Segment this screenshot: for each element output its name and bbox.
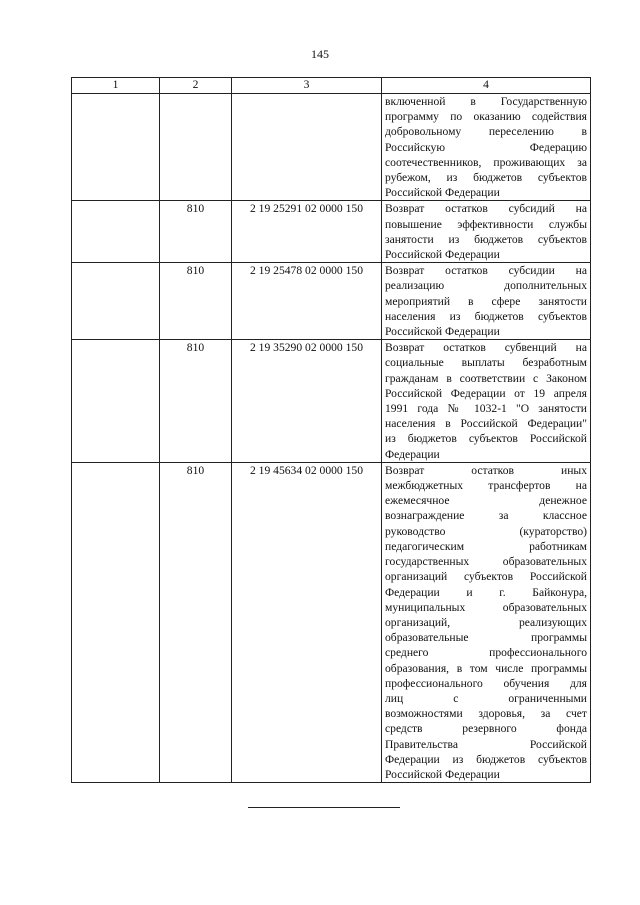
description-line: населения из бюджетов субъектов [385,309,587,323]
description-line: Возврат остатков субсидии на [385,264,587,278]
table-body [72,94,591,783]
cell-budget-code: 2 19 35290 02 0000 150 [232,340,382,463]
description-line: гражданам в соответствии с Законом [385,371,587,385]
description-line: населения в Российской Федерации" [385,417,587,431]
footnote-rule [248,807,400,808]
cell-description [382,340,591,463]
header-col-1: 1 [72,78,160,94]
cell-admin-code: 810 [160,340,232,463]
table-row [72,340,591,463]
cell-budget-code [232,94,382,201]
description-line: руководство (кураторство) [385,524,587,538]
description-line: педагогическим работникам [385,539,587,553]
description-line: повышение эффективности службы [385,217,587,231]
description-line: добровольному переселению в [385,125,587,139]
description-line: включенной в Государственную [385,95,587,108]
description-line: занятости из бюджетов субъектов [385,232,587,246]
description-line: соотечественников, проживающих за [385,155,587,169]
cell-col-1 [72,94,160,201]
description-line: образовательные программы [385,631,587,645]
table-row [72,263,591,340]
description-line: организаций субъектов Российской [385,570,587,584]
description-line: межбюджетных трансфертов на [385,479,587,493]
description-line: программу по оказанию содействия [385,110,587,124]
cell-admin-code: 810 [160,462,232,782]
description-line: Российской Федерации от 19 апреля [385,386,587,400]
cell-description [382,263,591,340]
description-line: вознаграждение за классное [385,509,587,523]
cell-col-1 [72,201,160,263]
cell-budget-code: 2 19 45634 02 0000 150 [232,462,382,782]
description-line: рубежом, из бюджетов субъектов [385,171,587,185]
budget-codes-table [71,77,591,783]
description-line: профессионального обучения для [385,676,587,690]
cell-budget-code: 2 19 25291 02 0000 150 [232,201,382,263]
description-line: возможностями здоровья, за счет [385,707,587,721]
table-row [72,94,591,201]
description-line: Российской Федерации [385,325,500,339]
description-line: муниципальных образовательных [385,600,587,614]
description-line: Федерации из бюджетов субъектов [385,752,587,766]
cell-admin-code: 810 [160,201,232,263]
description-line: лиц с ограниченными [385,691,587,705]
description-line: Правительства Российской [385,737,587,751]
description-line: мероприятий в сфере занятости [385,294,587,308]
header-col-4: 4 [382,78,591,94]
description-line: ежемесячное денежное [385,494,587,508]
cell-admin-code: 810 [160,263,232,340]
description-line: средств резервного фонда [385,722,587,736]
description-line: социальные выплаты безработным [385,356,587,370]
cell-description [382,201,591,263]
description-line: Российской Федерации [385,248,500,262]
description-line: из бюджетов субъектов Российской [385,432,587,446]
cell-col-1 [72,462,160,782]
description-line: реализацию дополнительных [385,279,587,293]
header-col-2: 2 [160,78,232,94]
cell-col-1 [72,263,160,340]
cell-description [382,462,591,782]
description-line: среднего профессионального [385,646,587,660]
description-line: Возврат остатков иных [385,463,587,477]
description-line: Возврат остатков субсидий на [385,202,587,216]
page-number: 145 [311,47,329,61]
cell-col-1 [72,340,160,463]
description-line: 1991 года № 1032-1 "О занятости [385,402,587,416]
description-line: организаций, реализующих [385,615,587,629]
table-row [72,201,591,263]
cell-budget-code: 2 19 25478 02 0000 150 [232,263,382,340]
description-line: государственных образовательных [385,555,587,569]
description-line: Возврат остатков субвенций на [385,341,587,355]
description-line: образования, в том числе программы [385,661,587,675]
description-line: Российской Федерации [385,767,500,781]
table-row [72,462,591,782]
table-header-row [72,78,591,94]
cell-admin-code [160,94,232,201]
description-line: Российскую Федерацию [385,140,587,154]
cell-description [382,94,591,201]
description-line: Федерации и г. Байконура, [385,585,587,599]
header-col-3: 3 [232,78,382,94]
description-line: Федерации [385,447,440,461]
description-line: Российской Федерации [385,186,500,200]
